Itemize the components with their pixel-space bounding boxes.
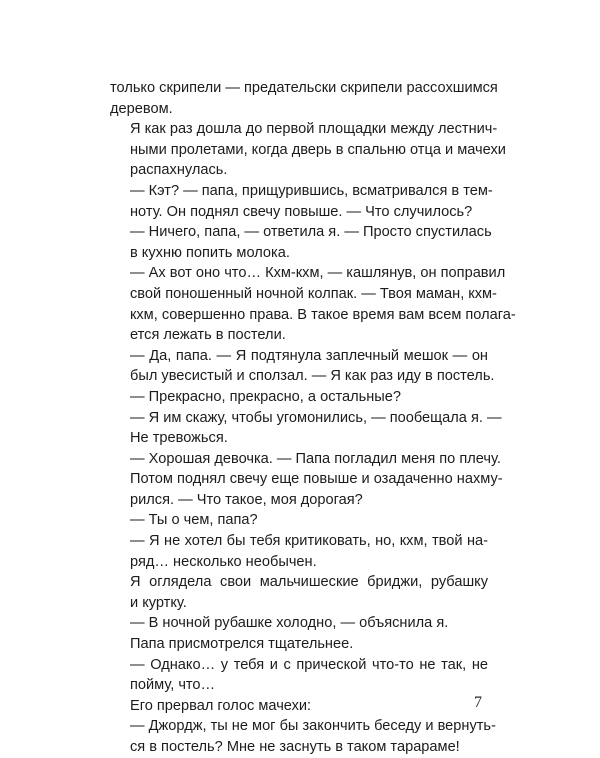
paragraph: [110, 263, 516, 345]
text-line: Не тревожься.: [130, 430, 228, 447]
text-line: — Прекрасно, прекрасно, а остальные?: [130, 388, 402, 405]
paragraph: [110, 696, 488, 717]
text-line: Потом поднял свечу еще повыше и озадаченно нахму-: [130, 471, 503, 488]
text-line: деревом.: [110, 100, 173, 117]
text-line: — Да, папа. — Я подтянула заплечный мешок — он: [130, 347, 488, 364]
text-line: Я как раз дошла до первой площадки между лестнич-: [130, 121, 498, 138]
paragraph: [110, 510, 488, 531]
paragraph: [110, 408, 502, 449]
paragraph: [110, 222, 492, 263]
text-line: — Джордж, ты не мог бы закончить беседу и вернуть-: [130, 718, 496, 735]
paragraph: [110, 449, 503, 511]
paragraph: [110, 387, 488, 408]
text-line: распахнулась.: [130, 162, 228, 179]
text-line: ряд… несколько необычен.: [130, 553, 317, 570]
paragraph: [110, 531, 488, 572]
paragraph: [110, 346, 495, 387]
paragraph: [110, 655, 488, 696]
text-line: Папа присмотрелся тщательнее.: [130, 636, 354, 653]
text-line: — В ночной рубашке холодно, — объяснила я.: [130, 615, 449, 632]
paragraph: [110, 572, 488, 613]
paragraph: [110, 613, 488, 634]
paragraph: [110, 181, 493, 222]
paragraph: [110, 78, 498, 119]
text-line: ется лежать в постели.: [130, 327, 286, 344]
text-line: — Однако… у тебя и с прической что-то не так, не: [130, 656, 488, 673]
text-line: свой поношенный ночной колпак. — Твоя маман, кхм-: [130, 285, 497, 302]
text-line: ными пролетами, когда дверь в спальню отца и мачехи: [130, 141, 506, 158]
text-line: и куртку.: [130, 594, 187, 611]
text-line: — Ты о чем, папа?: [130, 512, 258, 529]
text-line: Я оглядела свои мальчишеские бриджи, рубашку: [130, 574, 488, 591]
text-line: — Я им скажу, чтобы угомонились, — пообещала я. —: [130, 409, 502, 426]
text-line: ся в постель? Мне не заснуть в таком тарараме!: [130, 739, 460, 755]
text-line: — Кэт? — папа, прищурившись, всматривался в тем-: [130, 182, 493, 199]
text-line: — Я не хотел бы тебя критиковать, но, кхм, твой на-: [130, 533, 488, 550]
text-line: — Ничего, папа, — ответила я. — Просто спустилась: [130, 224, 492, 241]
paragraph: [110, 634, 488, 655]
text-line: ноту. Он поднял свечу повыше. — Что случилось?: [130, 203, 473, 220]
paragraph: [110, 119, 506, 181]
text-line: только скрипели — предательски скрипели рассохшимся: [110, 80, 498, 96]
text-line: — Хорошая девочка. — Папа погладил меня по плечу.: [130, 450, 501, 467]
body-text: [110, 78, 516, 758]
page-number: 7: [474, 694, 482, 711]
text-line: Его прервал голос мачехи:: [130, 697, 312, 714]
paragraph: [110, 716, 496, 757]
text-line: рился. — Что такое, моя дорогая?: [130, 491, 363, 508]
text-line: пойму, что…: [130, 677, 216, 694]
text-line: — Ах вот оно что… Кхм-кхм, — кашлянув, он поправил: [130, 265, 506, 282]
text-line: был увесистый и сползал. — Я как раз иду в постель.: [130, 368, 495, 385]
text-line: в кухню попить молока.: [130, 244, 290, 261]
text-line: кхм, совершенно права. В такое время вам всем полага-: [130, 306, 516, 323]
